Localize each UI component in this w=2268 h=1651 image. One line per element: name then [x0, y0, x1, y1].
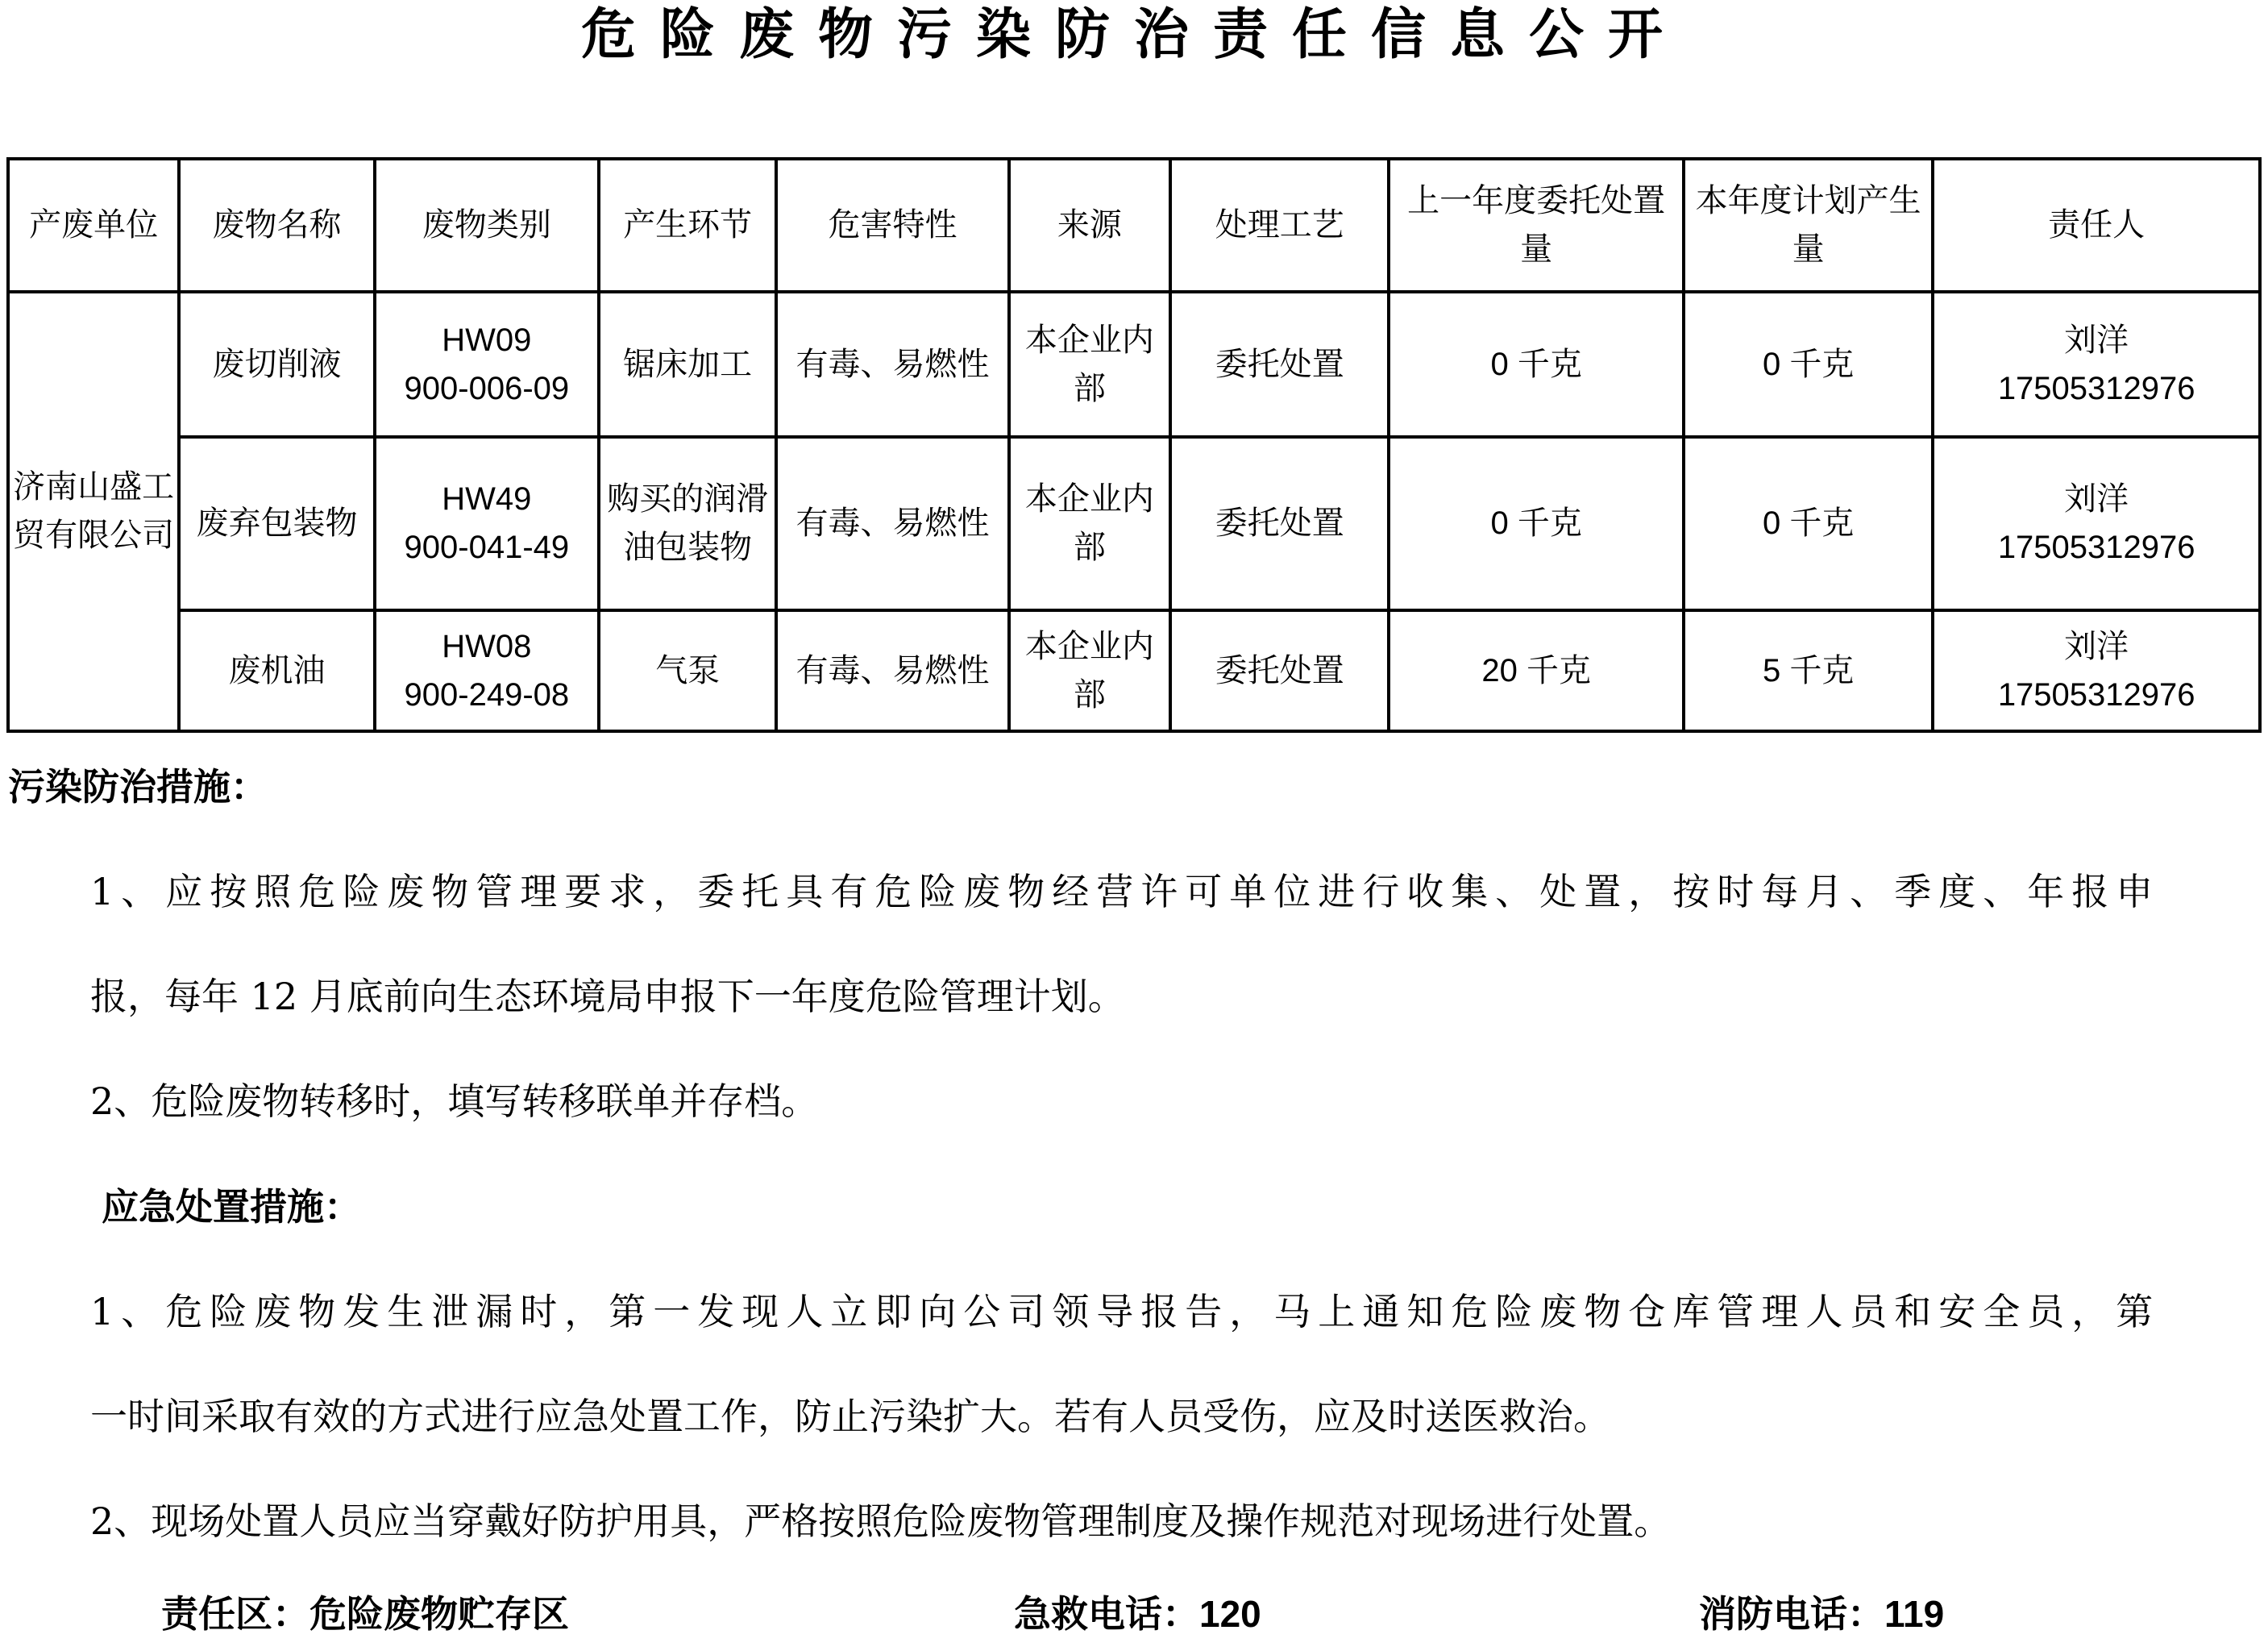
category-code: HW08 — [442, 628, 532, 664]
plan-amount-cell: 5 千克 — [1684, 610, 1933, 731]
waste-name-cell: 废弃包装物 — [179, 437, 374, 610]
hazard-cell: 有毒、易燃性 — [776, 610, 1008, 731]
table-row — [8, 292, 2260, 437]
waste-category-cell — [375, 437, 599, 610]
waste-name-cell: 废机油 — [179, 610, 374, 731]
first-aid-phone — [1014, 1592, 1261, 1636]
category-code: HW09 — [442, 322, 532, 358]
fire-phone-number: 119 — [1884, 1593, 1945, 1636]
table-row — [8, 437, 2260, 610]
process-cell: 委托处置 — [1170, 292, 1389, 437]
last-year-amount-cell: 0 千克 — [1389, 437, 1684, 610]
stage-cell: 气泵 — [599, 610, 776, 731]
person-phone: 17505312976 — [1997, 676, 2195, 713]
column-header-person: 责任人 — [1933, 159, 2260, 292]
source-cell: 本企业内部 — [1009, 437, 1170, 610]
person-name: 刘洋 — [2064, 480, 2129, 518]
footer-info-line — [0, 1592, 2268, 1637]
emergency-item-1-line-1: 1、危险废物发生泄漏时，第一发现人立即向公司领导报告，马上通知危险废物仓库管理人员和安全员，第 — [90, 1289, 2161, 1333]
table-header-row — [8, 159, 2260, 292]
person-cell — [1933, 292, 2260, 437]
category-number: 900-041-49 — [404, 530, 570, 566]
hazard-cell: 有毒、易燃性 — [776, 437, 1008, 610]
responsibility-zone-label: 责任区： — [161, 1592, 309, 1636]
process-cell: 委托处置 — [1170, 437, 1389, 610]
first-aid-phone-number: 120 — [1199, 1593, 1261, 1636]
person-name: 刘洋 — [2064, 321, 2129, 359]
column-header-producer: 产废单位 — [8, 159, 179, 292]
person-cell — [1933, 437, 2260, 610]
emergency-item-2: 2、现场处置人员应当穿戴好防护用具，严格按照危险废物管理制度及操作规范对现场进行处置。 — [90, 1499, 1672, 1544]
column-header-waste-category: 废物类别 — [375, 159, 599, 292]
responsibility-zone — [161, 1592, 569, 1636]
column-header-last-year-amount: 上一年度委托处置量 — [1389, 159, 1684, 292]
person-name: 刘洋 — [2064, 627, 2129, 665]
process-cell: 委托处置 — [1170, 610, 1389, 731]
person-phone: 17505312976 — [1997, 530, 2195, 566]
fire-phone — [1699, 1592, 1944, 1636]
source-cell: 本企业内部 — [1009, 610, 1170, 731]
fire-phone-label: 消防电话： — [1699, 1592, 1884, 1636]
company-cell: 济南山盛工贸有限公司 — [8, 292, 179, 731]
responsibility-zone-value: 危险废物贮存区 — [309, 1592, 569, 1636]
table-row — [8, 610, 2260, 731]
category-code: HW49 — [442, 481, 532, 518]
source-cell: 本企业内部 — [1009, 292, 1170, 437]
waste-info-table — [6, 157, 2262, 733]
category-number: 900-006-09 — [404, 370, 570, 406]
last-year-amount-cell: 0 千克 — [1389, 292, 1684, 437]
column-header-source: 来源 — [1009, 159, 1170, 292]
emergency-measures-heading: 应急处置措施： — [102, 1184, 361, 1229]
waste-category-cell — [375, 292, 599, 437]
category-number: 900-249-08 — [404, 676, 570, 713]
hazard-cell: 有毒、易燃性 — [776, 292, 1008, 437]
pollution-item-1-line-2: 报，每年 12 月底前向生态环境局申报下一年度危险管理计划。 — [90, 975, 1125, 1019]
plan-amount-cell: 0 千克 — [1684, 292, 1933, 437]
person-cell — [1933, 610, 2260, 731]
emergency-item-1-line-2: 一时间采取有效的方式进行应急处置工作，防止污染扩大。若有人员受伤，应及时送医救治。 — [90, 1394, 1610, 1438]
stage-cell: 购买的润滑油包装物 — [599, 437, 776, 610]
column-header-stage: 产生环节 — [599, 159, 776, 292]
column-header-process: 处理工艺 — [1170, 159, 1389, 292]
waste-name-cell: 废切削液 — [179, 292, 374, 437]
stage-cell: 锯床加工 — [599, 292, 776, 437]
person-phone: 17505312976 — [1997, 370, 2195, 406]
column-header-waste-name: 废物名称 — [179, 159, 374, 292]
column-header-plan-amount: 本年度计划产生量 — [1684, 159, 1933, 292]
waste-category-cell — [375, 610, 599, 731]
pollution-measures-heading: 污染防治措施： — [8, 764, 268, 809]
first-aid-phone-label: 急救电话： — [1014, 1592, 1199, 1636]
last-year-amount-cell: 20 千克 — [1389, 610, 1684, 731]
page-title: 危险废物污染防治责任信息公开 — [580, 2, 1687, 67]
plan-amount-cell: 0 千克 — [1684, 437, 1933, 610]
pollution-item-2: 2、危险废物转移时，填写转移联单并存档。 — [90, 1079, 819, 1124]
column-header-hazard: 危害特性 — [776, 159, 1008, 292]
pollution-item-1-line-1: 1、应按照危险废物管理要求，委托具有危险废物经营许可单位进行收集、处置，按时每月、季度、年报申 — [90, 869, 2161, 913]
